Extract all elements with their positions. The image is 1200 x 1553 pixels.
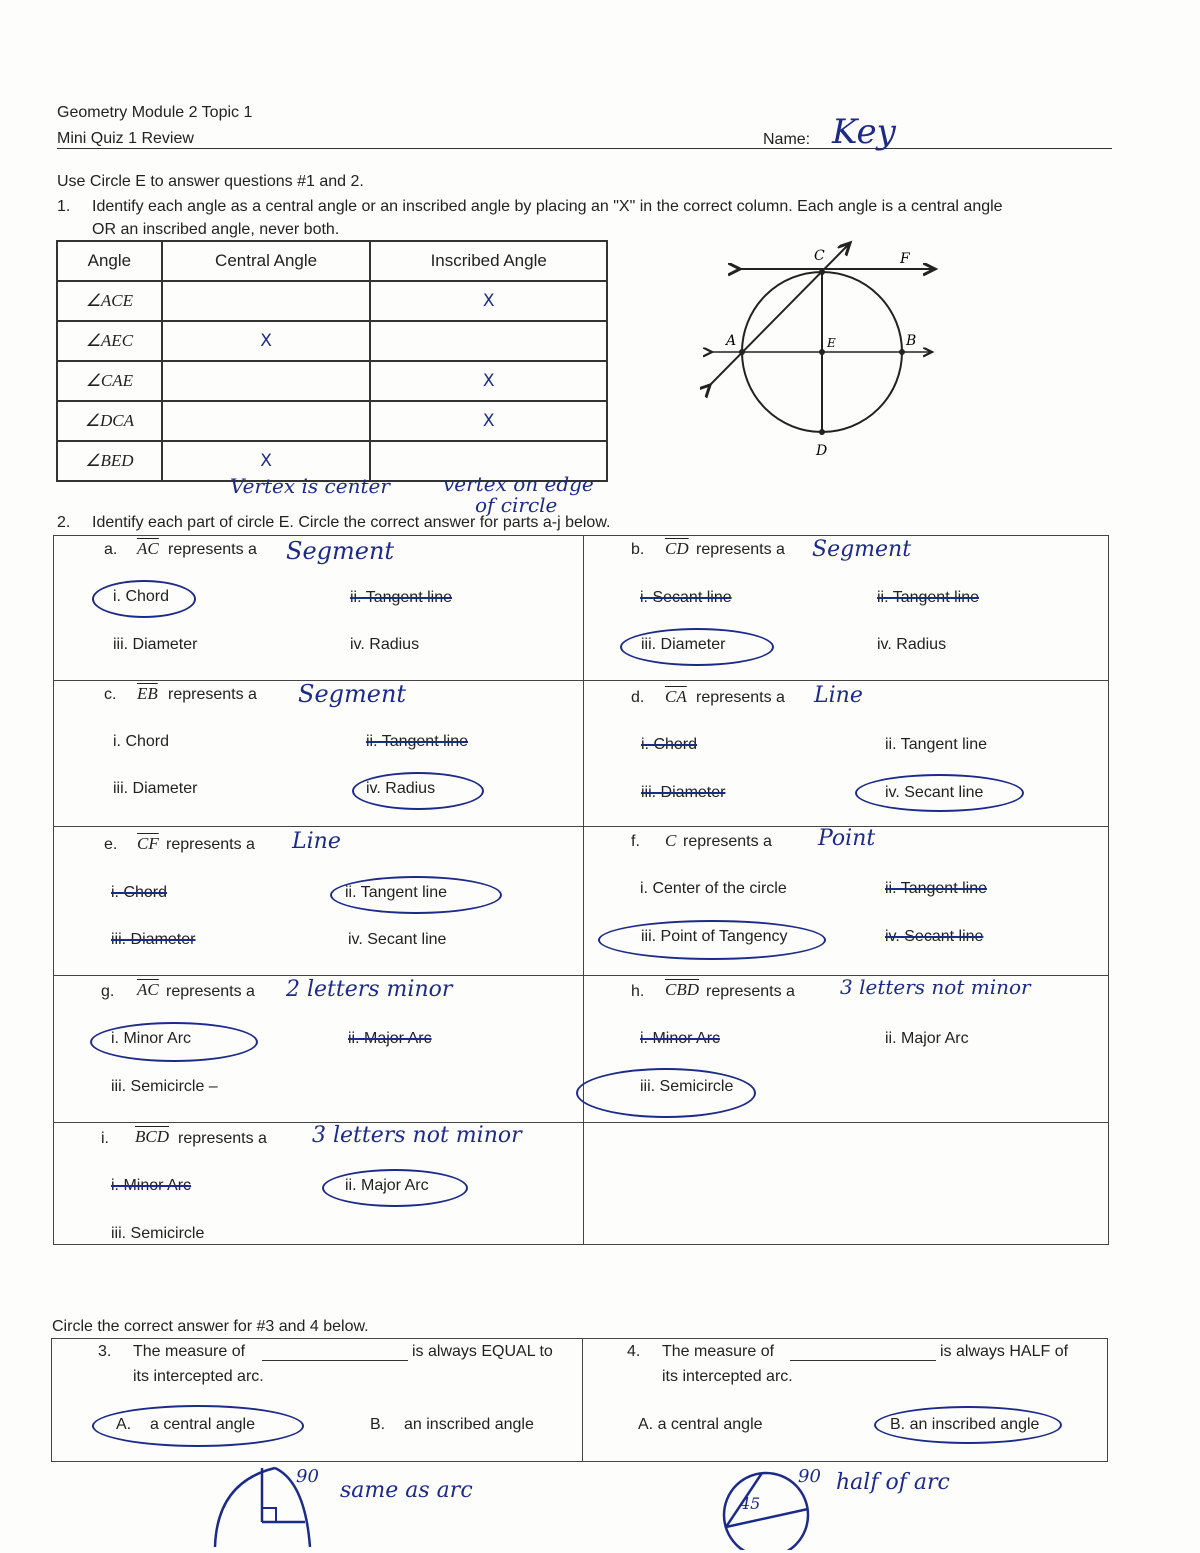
part-symbol: $\overline{CD}$ (665, 539, 689, 558)
part-letter: a. (104, 541, 118, 558)
represents-label: represents a (168, 541, 257, 558)
option[interactable]: i. Chord (641, 736, 698, 753)
part-symbol: $\overline{AC}$ (137, 980, 159, 999)
part-letter: i. (101, 1130, 109, 1147)
part-symbol: $\overline{EB}$ (137, 684, 158, 703)
answer: 3 letters not minor (840, 975, 1031, 999)
point-a (739, 349, 745, 355)
option[interactable]: i. Minor Arc (111, 1030, 192, 1047)
represents-label: represents a (706, 983, 795, 1000)
option[interactable]: iii. Semicircle (111, 1225, 205, 1242)
part-symbol: $\overline{CBD}$ (665, 980, 699, 999)
label-e: E (827, 336, 836, 350)
q4-number: 4. (627, 1343, 641, 1360)
option[interactable]: i. Secant line (640, 589, 732, 606)
q2-grid-hline (53, 680, 1109, 681)
doc-title: Geometry Module 2 Topic 1 (57, 104, 253, 121)
central-cell[interactable] (162, 361, 371, 401)
inscribed-cell[interactable] (370, 321, 607, 361)
q3-number: 3. (98, 1343, 112, 1360)
q1-text-2: OR an inscribed angle, never both. (92, 221, 340, 238)
answer: Segment (812, 537, 912, 562)
option[interactable]: i. Minor Arc (111, 1177, 192, 1194)
option[interactable]: ii. Tangent line (885, 880, 987, 897)
secant-line-ca (710, 243, 850, 385)
option[interactable]: iii. Semicircle (640, 1078, 734, 1095)
q4-option-b[interactable]: B. an inscribed angle (890, 1416, 1040, 1433)
option[interactable]: ii. Tangent line (366, 733, 468, 750)
label-d: D (816, 443, 828, 459)
q3-opt-a-letter: A. (116, 1416, 132, 1433)
central-cell[interactable] (162, 281, 371, 321)
use-circle-instruction: Use Circle E to answer questions #1 and 2. (57, 173, 364, 190)
note-inscribed-1: vertex on edge (443, 472, 594, 496)
part-letter: b. (631, 541, 645, 558)
q3-text-a: The measure of (133, 1343, 246, 1360)
answer: Segment (286, 537, 395, 565)
represents-label: represents a (166, 836, 255, 853)
q4-text-c: its intercepted arc. (662, 1368, 793, 1385)
table-row (57, 401, 607, 441)
angle-table (56, 240, 608, 482)
q2-grid-vline (583, 535, 584, 1245)
represents-label: represents a (178, 1130, 267, 1147)
central-cell[interactable]: X (162, 321, 371, 361)
answer: 3 letters not minor (312, 1123, 522, 1148)
q4-note-inner: 45 (740, 1494, 761, 1513)
option[interactable]: ii. Major Arc (885, 1030, 969, 1047)
q2-grid-hline (53, 1122, 1109, 1123)
q4-option-a[interactable]: A. a central angle (638, 1416, 763, 1433)
q34-divider (582, 1338, 583, 1462)
option[interactable]: ii. Tangent line (350, 589, 452, 606)
option[interactable]: iii. Diameter (111, 931, 196, 948)
point-d (819, 429, 825, 435)
part-symbol: $\overline{BCD}$ (135, 1127, 169, 1146)
point-b (899, 349, 905, 355)
represents-label: represents a (168, 686, 257, 703)
q3-blank[interactable] (262, 1360, 408, 1361)
q4-text-b: is always HALF of (940, 1343, 1069, 1360)
q2-number: 2. (57, 514, 71, 531)
q3-option-b[interactable]: an inscribed angle (404, 1416, 534, 1433)
inscribed-cell[interactable]: X (370, 281, 607, 321)
name-value: Key (832, 112, 896, 152)
table-row (57, 281, 607, 321)
answer: Line (292, 829, 341, 854)
represents-label: represents a (696, 689, 785, 706)
part-letter: h. (631, 983, 645, 1000)
part-symbol: $\overline{AC}$ (137, 539, 159, 558)
represents-label: represents a (166, 983, 255, 1000)
label-b: B (906, 333, 917, 349)
q34-instructions: Circle the correct answer for #3 and 4 below. (52, 1318, 369, 1335)
note-central: Vertex is center (230, 474, 390, 498)
table-row (57, 321, 607, 361)
answer: Line (814, 683, 863, 708)
option[interactable]: i. Minor Arc (640, 1030, 721, 1047)
angle-cell: ∠AEC (57, 321, 162, 361)
inscribed-cell[interactable]: X (370, 361, 607, 401)
option[interactable]: iv. Secant line (885, 928, 984, 945)
circle-e-figure (700, 235, 950, 465)
angle-cell: ∠ACE (57, 281, 162, 321)
central-cell[interactable]: X (162, 441, 371, 481)
part-letter: g. (101, 983, 115, 1000)
option[interactable]: iii. Diameter (113, 780, 198, 797)
q3-text-c: its intercepted arc. (133, 1368, 264, 1385)
option[interactable]: iii. Diameter (641, 636, 726, 653)
represents-label: represents a (696, 541, 785, 558)
part-symbol: C (665, 831, 677, 850)
angle-cell: ∠BED (57, 441, 162, 481)
answer: Point (818, 826, 876, 851)
point-e (819, 349, 825, 355)
option[interactable]: ii. Tangent line (345, 884, 447, 901)
option[interactable]: i. Chord (113, 588, 170, 605)
header-rule (57, 148, 1112, 149)
option[interactable]: iii. Semicircle – (111, 1078, 218, 1095)
q4-text-a: The measure of (662, 1343, 775, 1360)
angle-cell: ∠CAE (57, 361, 162, 401)
header-inscribed: Inscribed Angle (370, 241, 607, 281)
option[interactable]: iv. Secant line (885, 784, 984, 801)
option[interactable]: ii. Tangent line (885, 736, 987, 753)
part-symbol: $\overline{CF}$ (137, 834, 159, 853)
option[interactable]: iii. Point of Tangency (641, 928, 788, 945)
represents-label: represents a (683, 833, 772, 850)
answer: 2 letters minor (286, 977, 453, 1002)
doc-subtitle: Mini Quiz 1 Review (57, 130, 194, 147)
answer: Segment (298, 680, 407, 708)
option[interactable]: ii. Tangent line (877, 589, 979, 606)
option[interactable]: iii. Diameter (113, 636, 198, 653)
central-cell[interactable] (162, 401, 371, 441)
angle-cell: ∠DCA (57, 401, 162, 441)
q3-note-text: same as arc (340, 1478, 473, 1503)
part-letter: f. (631, 833, 640, 850)
q4-note-number: 90 (798, 1466, 821, 1487)
part-letter: d. (631, 689, 645, 706)
q4-note-text: half of arc (836, 1470, 950, 1495)
q1-text: Identify each angle as a central angle or an inscribed angle by placing an "X" in the correct column. Each angle is a central angle (92, 198, 1003, 215)
option[interactable]: i. Chord (111, 884, 168, 901)
option[interactable]: iv. Secant line (348, 931, 447, 948)
point-c (819, 269, 825, 275)
q3-note-number: 90 (296, 1466, 319, 1487)
q3-option-a[interactable]: a central angle (150, 1416, 255, 1433)
q2-grid-hline (53, 826, 1109, 827)
part-letter: e. (104, 836, 118, 853)
q2-text: Identify each part of circle E. Circle the correct answer for parts a-j below. (92, 514, 611, 531)
header-central: Central Angle (162, 241, 371, 281)
option[interactable]: iv. Radius (877, 636, 947, 653)
option[interactable]: iv. Radius (366, 780, 436, 797)
table-row (57, 361, 607, 401)
q1-number: 1. (57, 198, 71, 215)
label-f: F (900, 251, 910, 267)
header-angle: Angle (57, 241, 162, 281)
option[interactable]: i. Chord (113, 733, 170, 750)
option[interactable]: iii. Diameter (641, 784, 726, 801)
option[interactable]: i. Center of the circle (640, 880, 787, 897)
note-inscribed-2: of circle (475, 493, 558, 517)
q4-blank[interactable] (790, 1360, 936, 1361)
option[interactable]: iv. Radius (350, 636, 420, 653)
inscribed-cell[interactable]: X (370, 401, 607, 441)
q3-opt-b-letter: B. (370, 1416, 386, 1433)
part-letter: c. (104, 686, 117, 703)
name-label: Name: (763, 131, 811, 148)
part-symbol: $\overline{CA}$ (665, 687, 687, 706)
option[interactable]: ii. Major Arc (345, 1177, 429, 1194)
q3-text-b: is always EQUAL to (412, 1343, 553, 1360)
label-c: C (814, 248, 825, 264)
option[interactable]: ii. Major Arc (348, 1030, 432, 1047)
label-a: A (726, 333, 737, 349)
